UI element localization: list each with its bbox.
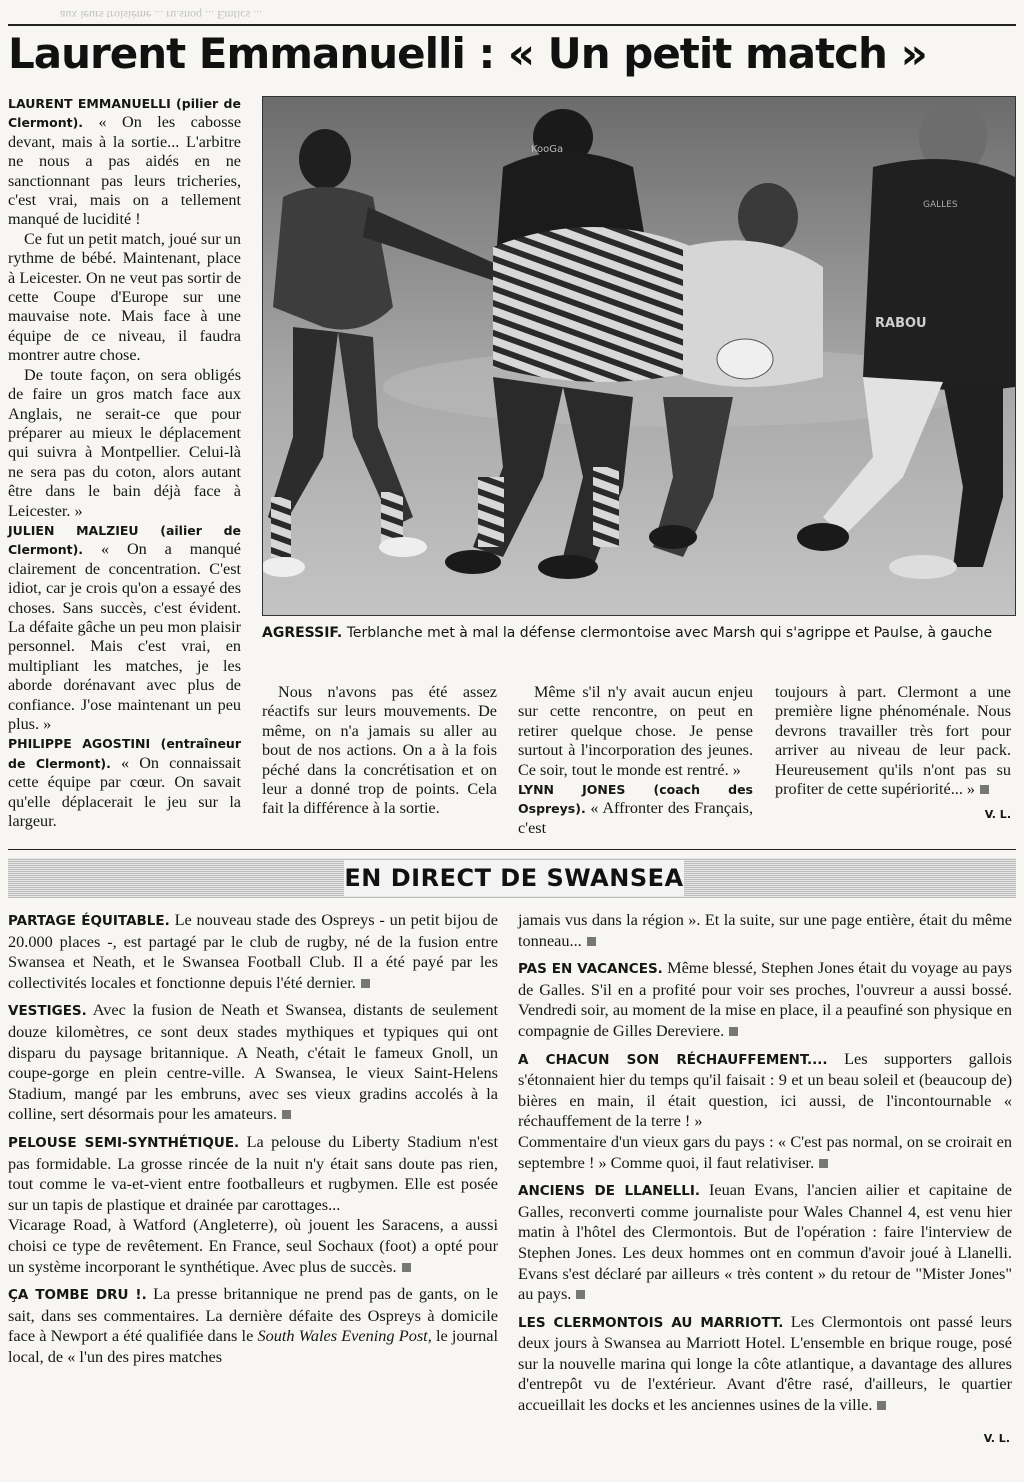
end-mark: [980, 785, 989, 794]
end-mark: [729, 1027, 738, 1036]
speaker-emmanuelli: LAURENT EMMANUELLI (pilier de Clermont).: [8, 96, 241, 131]
brief-item: [8, 1284, 498, 1367]
photo-caption: [262, 622, 1014, 644]
quote-text: « On les cabosse devant, mais à la sortie... L'arbitre ne nous a pas aidés en ne sanctionnant pas leurs tricheries, c'est vrai, mais on a tellement manqué de lucidité !: [8, 113, 242, 229]
article-paragraph: Même s'il n'y avait aucun enjeu sur cette rencontre, on peut en retirer quelque chose. Je pense surtout à l'incorporation des jeunes. Ce soir, tout le monde est rentré. »: [518, 683, 753, 779]
briefs-left-column: [8, 910, 498, 1367]
brief-text: La presse britannique ne prend pas de gants, on le sait, dans ses commentaires. La dernière défaite des Ospreys à domicile face à Newport a été qualifiée dans le: [8, 1284, 499, 1346]
end-mark: [576, 1290, 585, 1299]
brief-text: Le nouveau stade des Ospreys - un petit bijou de 20.000 places -, est partagé par le club de rugby, né de la fusion entre Swansea et Neath, et le Swansea Football Club. Il a été payé par les collectivités locales et fonctionne depuis l'été dernier.: [8, 910, 498, 992]
brief-text: Même blessé, Stephen Jones était du voyage au pays de Galles. S'il en a profité pour voir ses proches, l'ouvreur a aussi bossé. Vendredi soir, au moment de la mise en place, il a peaufiné son physique en compagnie de Gilles Dereviere.: [518, 958, 1012, 1040]
brief-kicker: ÇA TOMBE DRU !.: [8, 1287, 147, 1304]
speaker-malzieu: JULIEN MALZIEU (ailier de Clermont).: [8, 522, 241, 558]
end-mark: [587, 937, 596, 946]
brief-text: , le journal local, de « l'un des pires matches: [8, 1326, 498, 1366]
sponsor-logo-c: RABOU: [875, 316, 927, 331]
speaker-jones: LYNN JONES (coach des Ospreys).: [518, 782, 753, 817]
sponsor-logo-a: KooGa: [531, 144, 564, 155]
quote-text: « On a manqué clairement de concentration. C'est idiot, car je crois qu'on a essayé des choses. Sans succès, c'est évident. La défaite gâche un peu mon plaisir personnel. Mais c'est vrai, en multipliant les matches, je les aborde dorénavant avec plus de confiance. J'ose maintenant un peu plus. »: [8, 540, 241, 733]
brief-text: Avec la fusion de Neath et Swansea, distants de seulement douze kilomètres, ce sont deux stades mythiques et typiques qui ont disparu du paysage britannique. A Neath, c'était le fameux Gnoll, un coupe-gorge en plein centre-ville. A Swansea, le vieux Saint-Helens Stadium, mangé par les embruns, avec ses vieux gradins accolés à la colline, sert désormais pour les amateurs.: [8, 1000, 498, 1124]
article-column-4: [775, 683, 1011, 825]
end-mark: [402, 1263, 411, 1272]
section-rule: [8, 849, 1016, 850]
brief-text: Les Clermontois ont passé leurs deux jours à Swansea au Marriott Hotel. L'ensemble en brique rouge, posé sur la nouvelle marina qui longe la côte atlantique, a davantage des allures d'entrepôt vu de l'extérieur. Avant d'être rasé, d'ailleurs, le quartier accueillait les docks et les anciennes usines de la ville.: [518, 1311, 1012, 1415]
brief-item: [518, 1049, 1012, 1132]
brief-text: Les supporters gallois s'étonnaient hier du temps qu'il faisait : 9 et un beau soleil et (beaucoup de) bières en main, il était question, ici aussi, de l'incontournable « réchauffement de la terre ! »: [518, 1048, 1012, 1131]
headline: Laurent Emmanuelli : « Un petit match »: [8, 29, 927, 78]
brief-item: [518, 1312, 1012, 1416]
brief-text: Ieuan Evans, l'ancien ailier et capitaine de Galles, reconverti comme journaliste pour Wales Channel 4, est venu hier matin à l'hôtel des Clermontois. But de l'opération : faire l'interview de Stephen Jones. Les deux hommes ont en commun d'avoir joué à Llanelli. Evans s'est déclaré par ailleurs « très content » du retour de "Mister Jones" au pays.: [518, 1180, 1012, 1304]
section-title: EN DIRECT DE SWANSEA: [344, 860, 684, 896]
caption-text: Terblanche met à mal la défense clermontoise avec Marsh qui s'agrippe et Paulse, à gauche: [346, 625, 993, 641]
briefs-right-column: [518, 910, 1012, 1423]
quote-text: « On connaissait cette équipe par cœur. On savait qu'elle déplacerait le jeu sur la largeur.: [8, 753, 242, 831]
bleed-through-text: aux ieurs troisième ... ru.snoq ... Emtics ...: [60, 8, 263, 22]
quotes-column: [8, 94, 241, 831]
quote-emmanuelli: [8, 94, 241, 230]
end-mark: [819, 1159, 828, 1168]
speaker-agostini: PHILIPPE AGOSTINI (entraîneur de Clermont).: [8, 736, 241, 771]
end-mark: [877, 1401, 886, 1410]
brief-text: jamais vus dans la région ». Et la suite, sur une page entière, était du même tonneau...: [518, 910, 1012, 950]
brief-item: [518, 1180, 1012, 1305]
brief-item: [518, 910, 1012, 951]
brief-kicker: A CHACUN SON RÉCHAUFFEMENT....: [518, 1051, 828, 1068]
brief-item: [518, 1132, 1012, 1173]
brief-kicker: LES CLERMONTOIS AU MARRIOTT.: [518, 1314, 784, 1331]
quote-text: « Affronter des Français, c'est: [518, 799, 754, 837]
brief-text: La pelouse du Liberty Stadium n'est pas formidable. La grosse rincée de la nuit n'y était sans doute pas rien, tout comme le va-et-vient entre footballeurs et rugbymen. Elle est posée sur un tapis de plastique et drainée par carottages...: [8, 1131, 499, 1214]
sponsor-logo-b: GALLES: [923, 200, 958, 210]
quote-jones: [518, 780, 753, 838]
bottom-signature: V. L.: [983, 1432, 1010, 1445]
brief-kicker: PELOUSE SEMI-SYNTHÉTIQUE.: [8, 1134, 240, 1151]
article-paragraph: Nous n'avons pas été assez réactifs sur leurs mouvements. De même, on n'a jamais su aller au bout de nos actions. On a à la fois péché dans la concrétisation et on leur a donné trop de points. Cela fait la différence à la sortie.: [262, 683, 497, 818]
brief-item: [8, 1215, 498, 1277]
end-mark: [361, 979, 370, 988]
quote-malzieu: [8, 521, 241, 734]
article-text: toujours à part. Clermont a une première ligne phénoménale. Nous devrons travailler très fort pour arriver au niveau de leur pack. Heureusement qu'ils n'ont pas su profiter de cette supériorité... »: [775, 683, 1011, 799]
article-column-2: [262, 683, 497, 819]
rugby-action-photo: [262, 96, 1016, 616]
signature: V. L.: [984, 808, 1011, 822]
brief-item: [8, 1132, 498, 1215]
newspaper-title: South Wales Evening Post: [257, 1326, 428, 1346]
article-column-3: [518, 683, 753, 838]
section-banner: [8, 858, 1016, 898]
quote-paragraph: Ce fut un petit match, joué sur un rythme de bébé. Maintenant, place à Leicester. On ne veut pas sortir de cette Coupe d'Europe sur une mauvaise note. Mais face à une équipe de ce niveau, il faudra montrer autre chose.: [8, 229, 241, 365]
brief-item: [8, 1000, 498, 1125]
brief-item: [518, 958, 1012, 1041]
brief-kicker: PARTAGE ÉQUITABLE.: [8, 913, 170, 929]
caption-kicker: AGRESSIF.: [262, 625, 343, 641]
brief-item: [8, 910, 498, 993]
quote-agostini: [8, 734, 241, 831]
brief-kicker: ANCIENS DE LLANELLI.: [518, 1183, 701, 1200]
brief-text: Commentaire d'un vieux gars du pays : « C'est pas normal, on se croirait en septembre ! » Comme quoi, il faut relativiser.: [518, 1131, 1012, 1172]
end-mark: [282, 1110, 291, 1119]
brief-text: Vicarage Road, à Watford (Angleterre), où jouent les Saracens, a aussi choisi ce type de revêtement. En France, seul Sochaux (foot) a opté pour un système incorporant le synthétique. Avec plus de succès.: [8, 1215, 498, 1276]
article-paragraph: [775, 683, 1011, 799]
brief-kicker: VESTIGES.: [8, 1003, 87, 1020]
brief-kicker: PAS EN VACANCES.: [518, 961, 663, 978]
photo-illustration: [263, 97, 1015, 615]
quote-paragraph: De toute façon, on sera obligés de faire un gros match face aux Anglais, ne serait-ce que pour préparer au mieux le déplacement qui suivra à Montpellier. Celui-là ne sera pas du coton, alors autant être dans le bain déjà face à Leicester. »: [8, 365, 241, 520]
